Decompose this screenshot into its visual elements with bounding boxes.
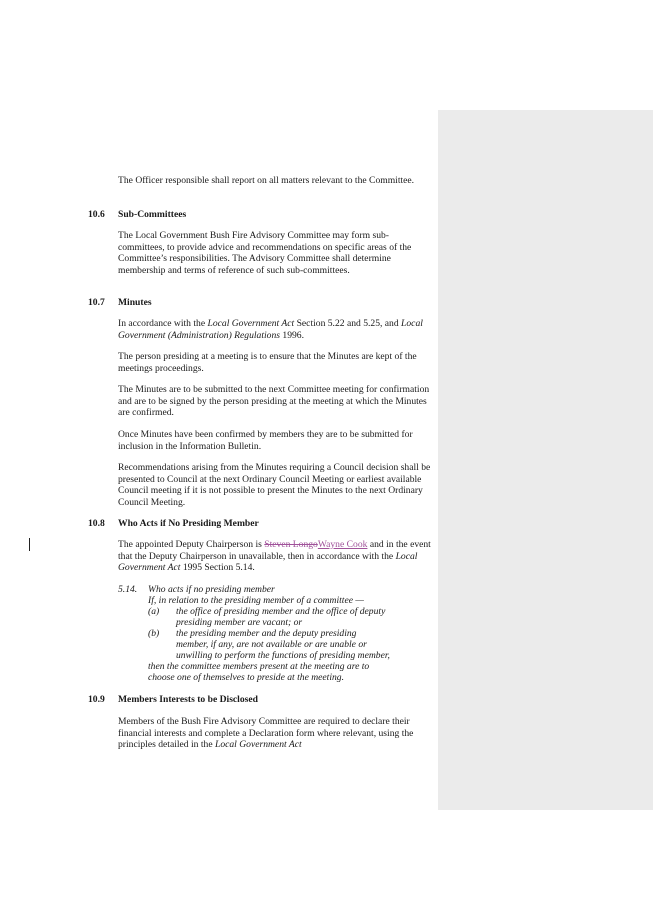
section-number: 10.6 [88, 209, 105, 220]
minutes-paragraph-4: Once Minutes have been confirmed by members they are to be submitted for inclusion in the Information Bulletin. [118, 429, 413, 452]
section-number: 10.8 [88, 518, 105, 529]
quote-closing-2: choose one of themselves to preside at the meeting. [148, 672, 344, 683]
minutes-paragraph-3: The Minutes are to be submitted to the next Committee meeting for confirmation and are to be signed by the person presiding at the meeting at which the Minutes are confirmed. [118, 384, 430, 418]
section-number: 10.7 [88, 297, 105, 308]
quote-item-b: (b) the presiding member and the deputy presiding [148, 628, 357, 639]
regulations-citation: Local Government (Administration) Regulations [118, 318, 423, 341]
quote-intro: If, in relation to the presiding member of a committee — [148, 595, 364, 606]
quote-item-a-cont: presiding member are vacant; or [176, 617, 303, 628]
section-10-8-heading [88, 518, 418, 530]
officer-paragraph: The Officer responsible shall report on all matters relevant to the Committee. [118, 175, 415, 186]
section-number: 10.9 [88, 694, 105, 705]
quote-item-a: (a) the office of presiding member and the office of deputy [148, 606, 386, 617]
act-citation: Local Government Act [207, 318, 295, 329]
members-interests-paragraph: Members of the Bush Fire Advisory Committee are required to declare their financial interests and complete a Declaration form where relevant, using the principles detailed in the Local Government Act [118, 716, 414, 750]
act-citation: Local Government Act [118, 550, 418, 573]
section-title: Members Interests to be Disclosed [118, 694, 258, 705]
quote-closing-1: then the committee members present at the meeting are to [148, 661, 370, 672]
section-title: Sub-Committees [118, 209, 187, 220]
section-10-7-heading [88, 297, 418, 309]
section-title: Who Acts if No Presiding Member [118, 518, 259, 529]
tracked-deletion: Steven Longo [264, 539, 318, 550]
tracked-insertion: Wayne Cook [317, 539, 368, 550]
minutes-paragraph-5: Recommendations arising from the Minutes requiring a Council decision shall be presented to Council at the next Ordinary Council Meeting or earliest available Council meeting if it is not possible to present the Minutes to the next Ordinary Council Meeting. [118, 462, 431, 508]
section-title: Minutes [118, 297, 152, 308]
minutes-paragraph-2: The person presiding at a meeting is to ensure that the Minutes are kept of the meetings proceedings. [118, 351, 417, 374]
quote-item-b-cont-1: member, if any, are not available or are unable or [176, 639, 367, 650]
comment-pane [438, 110, 653, 810]
act-citation: Local Government Act [214, 739, 302, 750]
sub-committees-paragraph: The Local Government Bush Fire Advisory Committee may form sub-committees, to provide advice and recommendations on specific areas of the Committee’s responsibilities. The Advisory Committee shall determine membership and terms of reference of such sub-committees. [118, 230, 412, 276]
tracked-change-bar [29, 538, 30, 551]
section-10-6-heading [88, 209, 418, 221]
deputy-chair-paragraph: The appointed Deputy Chairperson is Steven LongoWayne Cook and in the event that the Deputy Chairperson in unavailable, then in accordance with the Local Government Act 1995 Section 5.14. [118, 539, 431, 573]
minutes-paragraph-1: In accordance with the Local Government Act Section 5.22 and 5.25, and Local Government (Administration) Regulations 1996. [118, 318, 423, 341]
quote-item-b-cont-2: unwilling to perform the functions of presiding member, [176, 650, 390, 661]
quote-heading: 5.14. Who acts if no presiding member [118, 584, 275, 595]
section-10-9-heading [88, 694, 418, 706]
